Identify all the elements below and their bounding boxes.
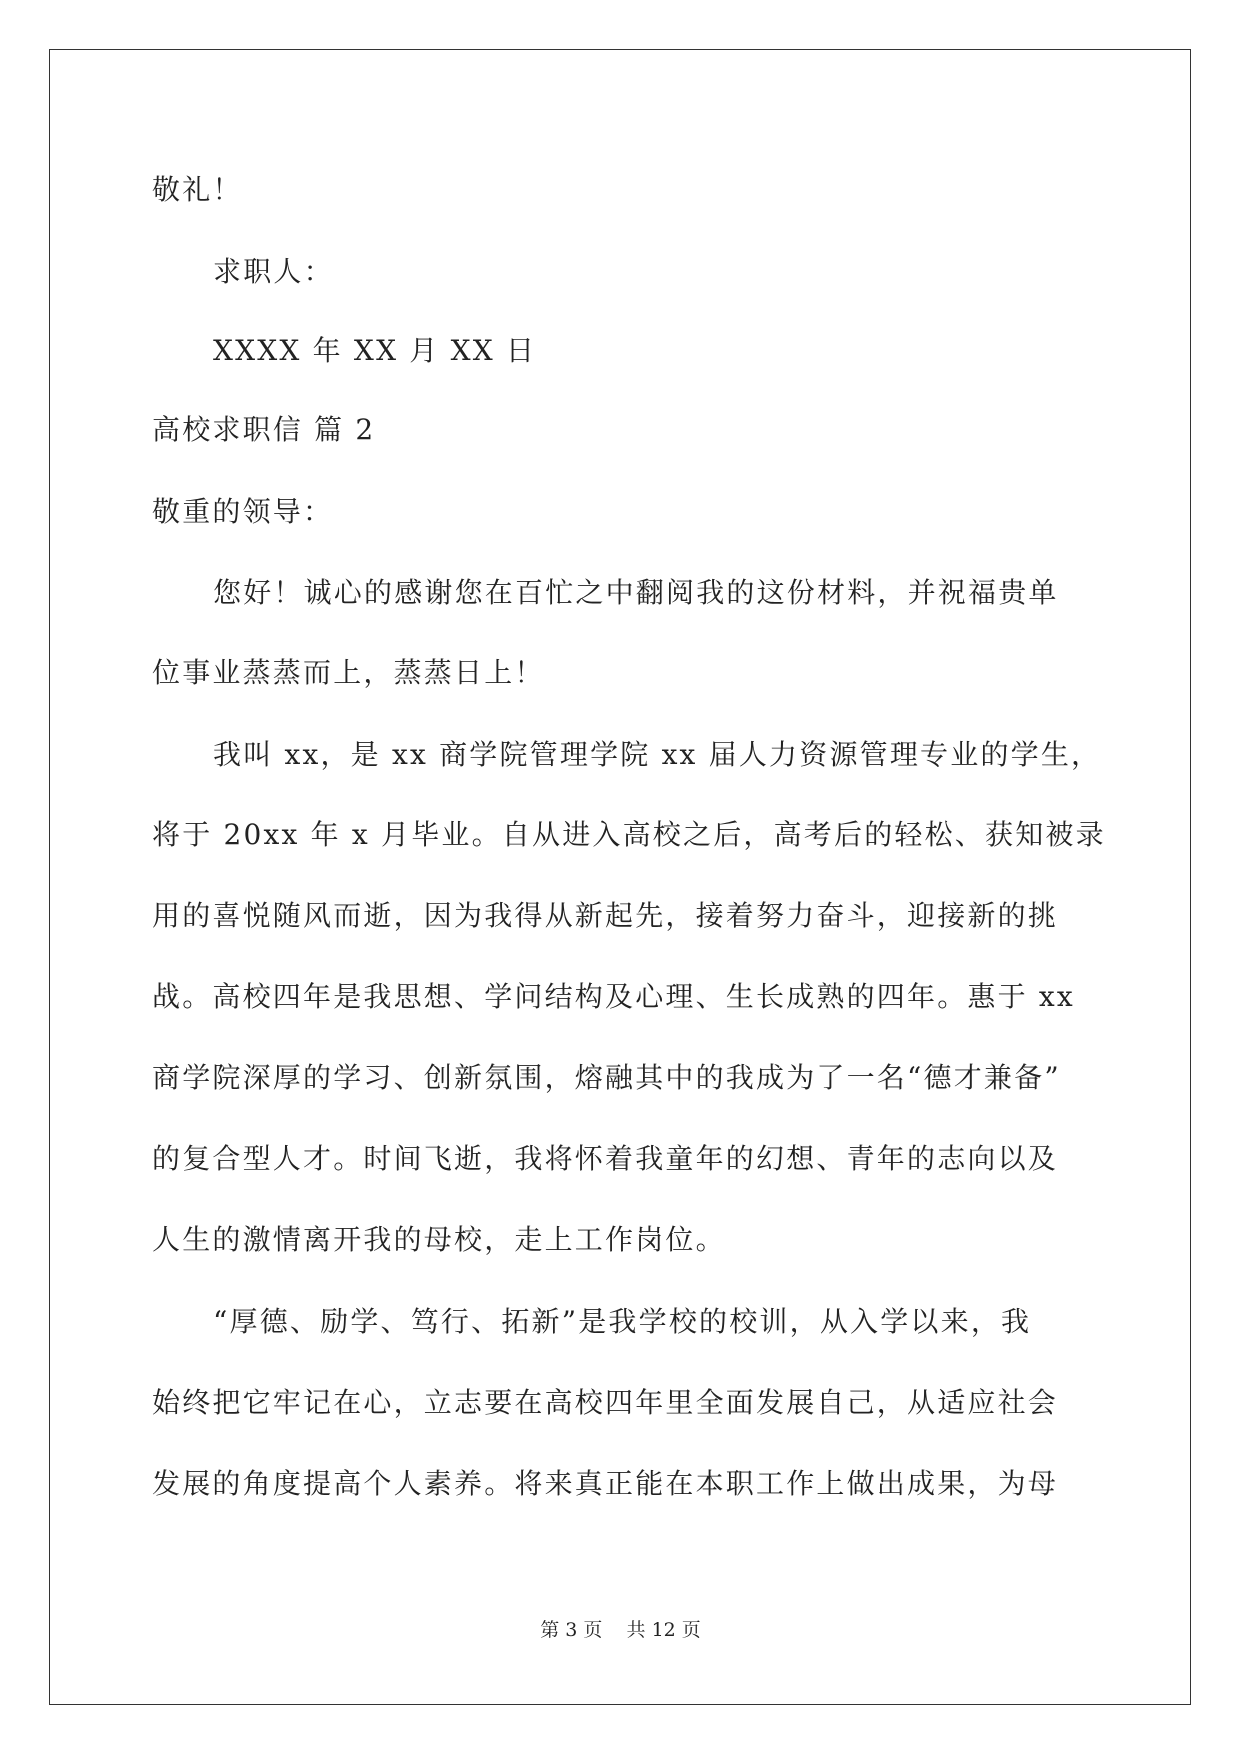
paragraph-line: 发展的角度提高个人素养。将来真正能在本职工作上做出成果，为母 <box>152 1467 1059 1500</box>
salutation: 敬重的领导： <box>152 495 334 528</box>
paragraph-line: 始终把它牢记在心，立志要在高校四年里全面发展自己，从适应社会 <box>152 1386 1059 1419</box>
paragraph-line: 将于 20xx 年 x 月毕业。自从进入高校之后，高考后的轻松、获知被录 <box>152 818 1106 851</box>
paragraph-line: 位事业蒸蒸而上，蒸蒸日上！ <box>152 656 545 689</box>
section-title: 高校求职信 篇 2 <box>152 413 376 446</box>
paragraph-line: 您好！诚心的感谢您在百忙之中翻阅我的这份材料，并祝福贵单 <box>213 576 1059 609</box>
paragraph-line: 的复合型人才。时间飞逝，我将怀着我童年的幻想、青年的志向以及 <box>152 1142 1059 1175</box>
applicant-label: 求职人： <box>213 255 334 288</box>
paragraph-line: 我叫 xx，是 xx 商学院管理学院 xx 届人力资源管理专业的学生， <box>213 738 1102 771</box>
date-line: XXXX 年 XX 月 XX 日 <box>213 334 537 367</box>
paragraph-line: 商学院深厚的学习、创新氛围，熔融其中的我成为了一名“德才兼备” <box>152 1061 1061 1094</box>
page-number: 第 3 页 共 12 页 <box>540 1619 701 1641</box>
paragraph-line: 战。高校四年是我思想、学问结构及心理、生长成熟的四年。惠于 xx <box>152 980 1075 1013</box>
page-border <box>49 49 1191 1705</box>
closing-text: 敬礼！ <box>152 173 243 206</box>
paragraph-line: “厚德、励学、笃行、拓新”是我学校的校训，从入学以来，我 <box>213 1305 1032 1338</box>
paragraph-line: 用的喜悦随风而逝，因为我得从新起先，接着努力奋斗，迎接新的挑 <box>152 899 1059 932</box>
paragraph-line: 人生的激情离开我的母校，走上工作岗位。 <box>152 1223 726 1256</box>
